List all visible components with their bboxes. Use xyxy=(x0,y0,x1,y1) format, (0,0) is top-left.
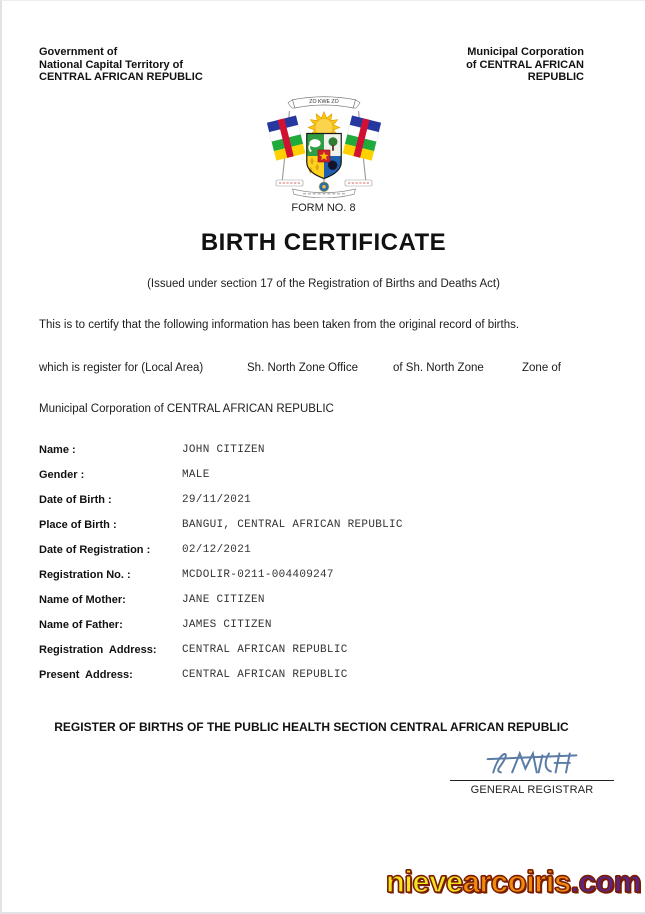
form-number: FORM NO. 8 xyxy=(291,202,356,214)
certify-statement: This is to certify that the following information has been taken from the original record of births. xyxy=(39,319,520,331)
zone-value: of Sh. North Zone xyxy=(393,362,484,374)
field-label: Present Address: xyxy=(39,669,133,681)
issuing-authority-right xyxy=(466,46,584,84)
municipal-corporation-line: Municipal Corporation of CENTRAL AFRICAN REPUBLIC xyxy=(39,403,334,415)
field-label: Place of Birth : xyxy=(39,519,117,531)
document-subtitle: (Issued under section 17 of the Registration of Births and Deaths Act) xyxy=(147,278,500,290)
field-value: BANGUI, CENTRAL AFRICAN REPUBLIC xyxy=(182,519,403,531)
watermark-part-3: .com xyxy=(570,864,641,899)
header-right-line-2: of CENTRAL AFRICAN xyxy=(466,58,584,71)
header-left-line-3: CENTRAL AFRICAN REPUBLIC xyxy=(39,71,203,83)
site-watermark xyxy=(386,864,641,900)
left-flag xyxy=(267,115,306,160)
field-label: Name of Mother: xyxy=(39,594,126,606)
field-label: Gender : xyxy=(39,469,85,481)
field-row-name xyxy=(2,444,645,469)
field-value: MCDOLIR-0211-004409247 xyxy=(182,569,334,581)
field-row-registration-address xyxy=(2,644,645,669)
document-title: BIRTH CERTIFICATE xyxy=(200,229,447,256)
registrar-signature xyxy=(472,745,592,779)
zone-office-value: Sh. North Zone Office xyxy=(247,362,359,374)
field-row-name-of-father xyxy=(2,619,645,644)
signatory-title: GENERAL REGISTRAR xyxy=(470,784,594,796)
coat-of-arms-icon xyxy=(264,93,384,198)
header-right-line-3: REPUBLIC xyxy=(527,71,584,83)
field-label: Date of Birth : xyxy=(39,494,112,506)
field-value: JOHN CITIZEN xyxy=(182,444,265,456)
field-row-date-of-birth xyxy=(2,494,645,519)
header-left-line-2: National Capital Territory of xyxy=(39,58,184,71)
field-row-date-of-registration xyxy=(2,544,645,569)
field-label: Registration No. : xyxy=(39,569,131,581)
zone-of-label: Zone of xyxy=(522,362,561,374)
watermark-part-2: arcoiris xyxy=(462,864,571,899)
field-label: Date of Registration : xyxy=(39,544,151,556)
issuing-authority-left xyxy=(39,46,203,84)
certificate-fields xyxy=(2,444,645,694)
field-value: JAMES CITIZEN xyxy=(182,619,272,631)
field-value: CENTRAL AFRICAN REPUBLIC xyxy=(182,669,348,681)
field-row-place-of-birth xyxy=(2,519,645,544)
right-flag xyxy=(343,115,382,160)
header-right-line-1: Municipal Corporation xyxy=(467,46,584,58)
field-label: Name : xyxy=(39,444,76,456)
field-row-registration-no xyxy=(2,569,645,594)
motto-text: ZO KWE ZO xyxy=(309,99,339,106)
field-row-present-address xyxy=(2,669,645,694)
field-value: 29/11/2021 xyxy=(182,494,252,506)
field-label: Name of Father: xyxy=(39,619,123,631)
watermark-part-1: nieve xyxy=(385,864,463,899)
signature-line xyxy=(450,780,614,781)
field-value: CENTRAL AFRICAN REPUBLIC xyxy=(182,644,348,656)
header-left-line-1: Government of xyxy=(39,46,118,58)
field-row-gender xyxy=(2,469,645,494)
field-label: Registration Address: xyxy=(39,644,157,656)
register-for-label: which is register for (Local Area) xyxy=(39,362,204,374)
register-of-births-heading: REGISTER OF BIRTHS OF THE PUBLIC HEALTH SECTION CENTRAL AFRICAN REPUBLIC xyxy=(54,720,569,734)
field-value: JANE CITIZEN xyxy=(182,594,265,606)
field-row-name-of-mother xyxy=(2,594,645,619)
signature-block xyxy=(450,745,614,796)
field-value: MALE xyxy=(182,469,210,481)
field-value: 02/12/2021 xyxy=(182,544,252,556)
